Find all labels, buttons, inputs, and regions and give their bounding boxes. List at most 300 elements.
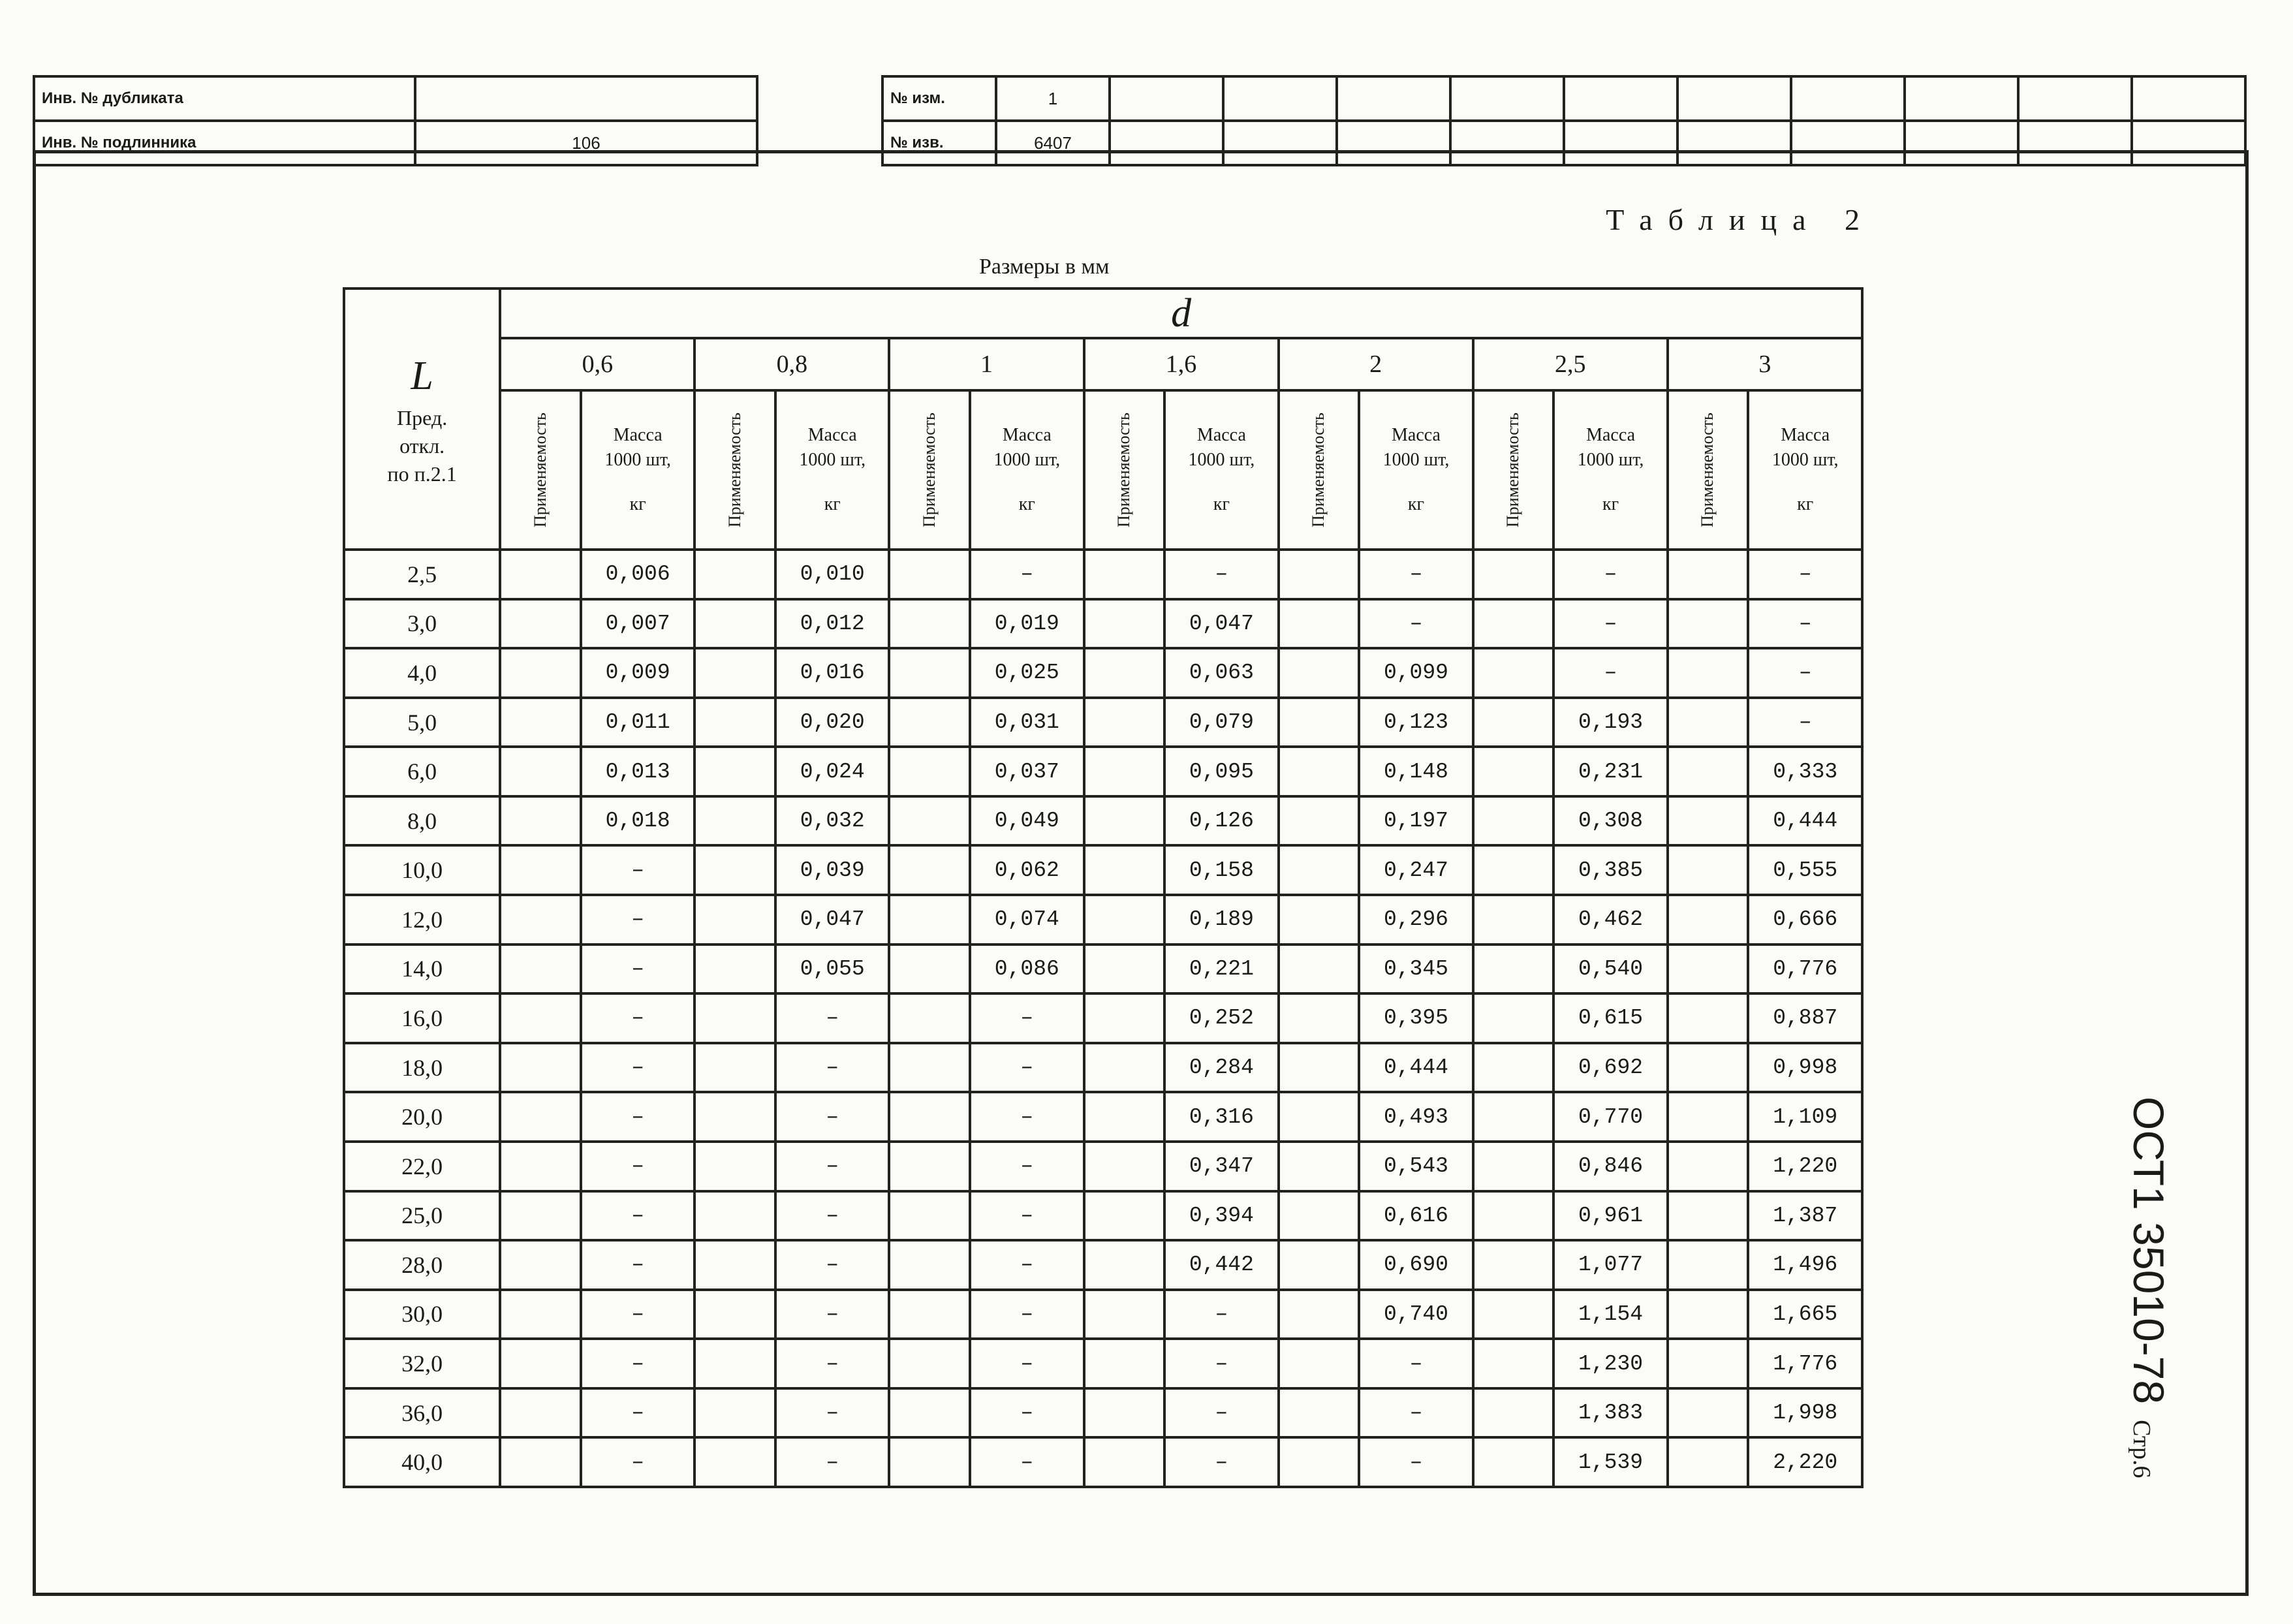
applicability-cell xyxy=(889,1437,970,1487)
applicability-cell xyxy=(1279,747,1360,796)
mass-cell: 0,690 xyxy=(1359,1240,1473,1290)
mass-cell: – xyxy=(1553,648,1667,698)
mass-cell: – xyxy=(581,1092,694,1142)
mass-cell: 0,031 xyxy=(970,698,1084,747)
change-number-label: № изм. xyxy=(882,76,996,121)
mass-cell: 1,230 xyxy=(1553,1339,1667,1388)
mass-cell: – xyxy=(581,1142,694,1191)
mass-cell: 0,037 xyxy=(970,747,1084,796)
table-row xyxy=(344,1437,1862,1487)
applicability-cell xyxy=(500,698,581,747)
length-cell: 6,0 xyxy=(344,747,500,796)
applicability-label: Применяемость xyxy=(1114,413,1134,527)
mass-cell: – xyxy=(1359,550,1473,599)
applicability-cell xyxy=(1473,648,1554,698)
mass-cell: – xyxy=(775,1388,889,1438)
applicability-cell xyxy=(1279,550,1360,599)
mass-cell: 0,961 xyxy=(1553,1191,1667,1241)
applicability-cell xyxy=(694,599,775,649)
length-cell: 36,0 xyxy=(344,1388,500,1438)
mass-cell: – xyxy=(970,1092,1084,1142)
applicability-cell xyxy=(1084,895,1165,945)
applicability-cell xyxy=(1668,1437,1749,1487)
mass-cell: 0,740 xyxy=(1359,1290,1473,1339)
mass-cell: – xyxy=(1748,648,1862,698)
applicability-cell xyxy=(1668,747,1749,796)
mass-cell: 0,006 xyxy=(581,550,694,599)
mass-cell: 0,308 xyxy=(1553,796,1667,846)
mass-cell: 0,345 xyxy=(1359,945,1473,994)
notice-number-value: 6407 xyxy=(996,121,1110,165)
mass-cell: 0,189 xyxy=(1164,895,1278,945)
applicability-cell xyxy=(889,698,970,747)
mass-header xyxy=(775,390,889,550)
length-cell: 18,0 xyxy=(344,1043,500,1093)
mass-cell: – xyxy=(775,993,889,1043)
applicability-cell xyxy=(1279,945,1360,994)
applicability-cell xyxy=(1473,1437,1554,1487)
table-row xyxy=(344,1388,1862,1438)
applicability-cell xyxy=(500,1092,581,1142)
applicability-cell xyxy=(1668,1043,1749,1093)
applicability-cell xyxy=(1279,993,1360,1043)
applicability-cell xyxy=(1668,1142,1749,1191)
mass-cell: 0,055 xyxy=(775,945,889,994)
original-inventory-value: 106 xyxy=(415,121,757,165)
applicability-cell xyxy=(694,993,775,1043)
applicability-cell xyxy=(1279,1240,1360,1290)
mass-cell: 0,887 xyxy=(1748,993,1862,1043)
applicability-cell xyxy=(694,1388,775,1438)
applicability-cell xyxy=(694,1339,775,1388)
mass-cell: 0,039 xyxy=(775,845,889,895)
applicability-cell xyxy=(1084,1142,1165,1191)
applicability-cell xyxy=(500,648,581,698)
applicability-cell xyxy=(1473,1191,1554,1241)
mass-cell: 0,616 xyxy=(1359,1191,1473,1241)
length-cell: 2,5 xyxy=(344,550,500,599)
applicability-cell xyxy=(1279,1339,1360,1388)
applicability-cell xyxy=(1084,1092,1165,1142)
mass-cell: – xyxy=(581,1240,694,1290)
applicability-cell xyxy=(1084,945,1165,994)
mass-header-line: кг xyxy=(1797,493,1814,514)
mass-cell: 1,077 xyxy=(1553,1240,1667,1290)
applicability-cell xyxy=(889,796,970,846)
mass-cell: 0,493 xyxy=(1359,1092,1473,1142)
applicability-cell xyxy=(1084,1339,1165,1388)
applicability-cell xyxy=(500,550,581,599)
mass-cell: – xyxy=(1748,698,1862,747)
mass-header-line: кг xyxy=(629,493,646,514)
mass-cell: – xyxy=(775,1043,889,1093)
mass-cell: 0,252 xyxy=(1164,993,1278,1043)
applicability-cell xyxy=(1473,1240,1554,1290)
applicability-cell xyxy=(694,1240,775,1290)
applicability-cell xyxy=(500,1043,581,1093)
mass-cell: 0,062 xyxy=(970,845,1084,895)
mass-cell: 0,025 xyxy=(970,648,1084,698)
stamp-cell xyxy=(1223,76,1337,121)
applicability-cell xyxy=(500,895,581,945)
applicability-cell xyxy=(1279,1092,1360,1142)
applicability-label: Применяемость xyxy=(725,413,744,527)
applicability-cell xyxy=(694,648,775,698)
mass-header xyxy=(1553,390,1667,550)
length-cell: 20,0 xyxy=(344,1092,500,1142)
mass-cell: 1,539 xyxy=(1553,1437,1667,1487)
mass-cell: – xyxy=(1164,1437,1278,1487)
applicability-cell xyxy=(889,599,970,649)
applicability-cell xyxy=(1668,796,1749,846)
table-row xyxy=(344,845,1862,895)
applicability-cell xyxy=(500,1388,581,1438)
stamp-cell xyxy=(2132,76,2245,121)
mass-cell: 0,079 xyxy=(1164,698,1278,747)
mass-cell: 0,770 xyxy=(1553,1092,1667,1142)
mass-cell: 0,009 xyxy=(581,648,694,698)
mass-cell: 0,395 xyxy=(1359,993,1473,1043)
applicability-cell xyxy=(1668,895,1749,945)
table-row xyxy=(344,796,1862,846)
applicability-cell xyxy=(889,1240,970,1290)
units-caption: Размеры в мм xyxy=(979,255,1110,279)
mass-cell: 0,018 xyxy=(581,796,694,846)
mass-cell: – xyxy=(581,1043,694,1093)
mass-cell: – xyxy=(970,1142,1084,1191)
mass-cell: 0,333 xyxy=(1748,747,1862,796)
applicability-header xyxy=(1279,390,1360,550)
mass-header-line: 1000 шт, xyxy=(799,450,866,471)
notice-number-label: № изв. xyxy=(882,121,996,165)
applicability-cell xyxy=(500,1240,581,1290)
applicability-cell xyxy=(1473,1092,1554,1142)
applicability-cell xyxy=(1473,845,1554,895)
mass-header-line: Масса xyxy=(1586,425,1636,446)
applicability-cell xyxy=(1473,895,1554,945)
mass-cell: – xyxy=(581,1437,694,1487)
mass-cell: – xyxy=(581,1191,694,1241)
applicability-cell xyxy=(889,1191,970,1241)
length-header-line3: по п.2.1 xyxy=(387,462,457,486)
table-row xyxy=(344,945,1862,994)
mass-header-line: Масса xyxy=(1196,425,1246,446)
mass-cell: 0,442 xyxy=(1164,1240,1278,1290)
applicability-cell xyxy=(1084,599,1165,649)
mass-cell: – xyxy=(775,1092,889,1142)
applicability-cell xyxy=(1279,1191,1360,1241)
mass-cell: 0,193 xyxy=(1553,698,1667,747)
mass-cell: 0,148 xyxy=(1359,747,1473,796)
stamp-cell xyxy=(1450,76,1564,121)
mass-header xyxy=(581,390,694,550)
mass-cell: – xyxy=(1359,1339,1473,1388)
table-row xyxy=(344,747,1862,796)
applicability-cell xyxy=(1668,945,1749,994)
diameter-value: 2 xyxy=(1279,338,1473,390)
length-cell: 40,0 xyxy=(344,1437,500,1487)
mass-cell: 0,666 xyxy=(1748,895,1862,945)
diameter-value: 0,6 xyxy=(500,338,694,390)
applicability-cell xyxy=(500,1339,581,1388)
mass-cell: 1,383 xyxy=(1553,1388,1667,1438)
applicability-cell xyxy=(1279,1388,1360,1438)
mass-cell: 0,063 xyxy=(1164,648,1278,698)
applicability-label: Применяемость xyxy=(1503,413,1523,527)
stamp-cell xyxy=(1791,76,1905,121)
applicability-cell xyxy=(1668,648,1749,698)
mass-header-line: 1000 шт, xyxy=(1188,450,1255,471)
mass-cell: 1,109 xyxy=(1748,1092,1862,1142)
applicability-cell xyxy=(1279,1043,1360,1093)
length-cell: 16,0 xyxy=(344,993,500,1043)
mass-header-line: 1000 шт, xyxy=(604,450,672,471)
length-header-line2: откл. xyxy=(399,434,445,458)
mass-cell: – xyxy=(775,1191,889,1241)
mass-cell: 0,007 xyxy=(581,599,694,649)
mass-cell: 0,692 xyxy=(1553,1043,1667,1093)
mass-cell: – xyxy=(581,1339,694,1388)
applicability-cell xyxy=(1668,1290,1749,1339)
mass-cell: 0,158 xyxy=(1164,845,1278,895)
mass-cell: 1,776 xyxy=(1748,1339,1862,1388)
mass-cell: – xyxy=(970,1191,1084,1241)
applicability-cell xyxy=(889,1388,970,1438)
applicability-cell xyxy=(889,993,970,1043)
mass-cell: 0,049 xyxy=(970,796,1084,846)
mass-cell: – xyxy=(970,1043,1084,1093)
applicability-cell xyxy=(500,845,581,895)
applicability-cell xyxy=(1473,993,1554,1043)
mass-header-line: Масса xyxy=(1392,425,1441,446)
applicability-cell xyxy=(1668,1240,1749,1290)
applicability-cell xyxy=(500,1290,581,1339)
table-row xyxy=(344,1339,1862,1388)
mass-cell: 0,846 xyxy=(1553,1142,1667,1191)
mass-cell: – xyxy=(775,1240,889,1290)
length-cell: 8,0 xyxy=(344,796,500,846)
mass-cell: – xyxy=(581,993,694,1043)
mass-cell: – xyxy=(775,1339,889,1388)
mass-cell: 1,220 xyxy=(1748,1142,1862,1191)
mass-header-line: кг xyxy=(1602,493,1619,514)
stamp-cell xyxy=(1337,76,1450,121)
applicability-label: Применяемость xyxy=(530,413,550,527)
applicability-cell xyxy=(889,1043,970,1093)
applicability-cell xyxy=(1473,1339,1554,1388)
applicability-cell xyxy=(694,1142,775,1191)
mass-cell: – xyxy=(1359,599,1473,649)
mass-cell: – xyxy=(581,1388,694,1438)
mass-header-line: кг xyxy=(1213,493,1230,514)
mass-cell: – xyxy=(581,1290,694,1339)
table-row xyxy=(344,895,1862,945)
applicability-cell xyxy=(1084,1388,1165,1438)
table-row xyxy=(344,648,1862,698)
applicability-cell xyxy=(694,1043,775,1093)
applicability-cell xyxy=(1279,1437,1360,1487)
applicability-cell xyxy=(1084,1437,1165,1487)
applicability-cell xyxy=(694,895,775,945)
mass-cell: 0,197 xyxy=(1359,796,1473,846)
mass-cell: 0,047 xyxy=(775,895,889,945)
applicability-cell xyxy=(694,1290,775,1339)
length-cell: 3,0 xyxy=(344,599,500,649)
mass-cell: 0,095 xyxy=(1164,747,1278,796)
applicability-cell xyxy=(1279,796,1360,846)
mass-cell: – xyxy=(1359,1437,1473,1487)
applicability-cell xyxy=(1084,550,1165,599)
applicability-cell xyxy=(1473,796,1554,846)
mass-cell: 0,347 xyxy=(1164,1142,1278,1191)
applicability-cell xyxy=(1668,1092,1749,1142)
applicability-cell xyxy=(1084,648,1165,698)
length-cell: 28,0 xyxy=(344,1240,500,1290)
applicability-cell xyxy=(1279,1290,1360,1339)
table-row xyxy=(344,599,1862,649)
diameter-value: 3 xyxy=(1668,338,1862,390)
mass-cell: – xyxy=(1164,1339,1278,1388)
length-cell: 4,0 xyxy=(344,648,500,698)
applicability-cell xyxy=(694,796,775,846)
standard-code: ОСТ1 35010-78 xyxy=(2125,1097,2173,1405)
applicability-header xyxy=(500,390,581,550)
applicability-cell xyxy=(889,1092,970,1142)
mass-cell: 0,013 xyxy=(581,747,694,796)
length-cell: 22,0 xyxy=(344,1142,500,1191)
table-row xyxy=(344,1290,1862,1339)
diameter-header: d xyxy=(500,289,1862,338)
applicability-cell xyxy=(1668,845,1749,895)
mass-cell: – xyxy=(1553,550,1667,599)
mass-cell: – xyxy=(970,1388,1084,1438)
mass-cell: 1,998 xyxy=(1748,1388,1862,1438)
table-row xyxy=(344,993,1862,1043)
diameter-value: 1,6 xyxy=(1084,338,1279,390)
length-cell: 25,0 xyxy=(344,1191,500,1241)
applicability-cell xyxy=(889,550,970,599)
applicability-cell xyxy=(1279,1142,1360,1191)
applicability-cell xyxy=(1473,1388,1554,1438)
table-title: Таблица 2 xyxy=(1606,203,1875,236)
length-cell: 30,0 xyxy=(344,1290,500,1339)
applicability-cell xyxy=(1084,698,1165,747)
mass-header-line: 1000 шт, xyxy=(993,450,1061,471)
applicability-cell xyxy=(1084,747,1165,796)
mass-cell: – xyxy=(1748,550,1862,599)
table-row xyxy=(344,1142,1862,1191)
applicability-cell xyxy=(1279,648,1360,698)
applicability-cell xyxy=(1473,945,1554,994)
mass-cell: – xyxy=(1164,1290,1278,1339)
mass-cell: 0,316 xyxy=(1164,1092,1278,1142)
mass-header-line: кг xyxy=(1018,493,1035,514)
mass-cell: 0,221 xyxy=(1164,945,1278,994)
applicability-header xyxy=(1668,390,1749,550)
applicability-cell xyxy=(889,1142,970,1191)
page-number: Стр.6 xyxy=(2128,1420,2155,1478)
mass-cell: 0,019 xyxy=(970,599,1084,649)
duplicate-inventory-label: Инв. № дубликата xyxy=(34,76,415,121)
applicability-cell xyxy=(1473,1142,1554,1191)
mass-cell: 0,086 xyxy=(970,945,1084,994)
table-row xyxy=(344,1191,1862,1241)
applicability-cell xyxy=(1473,1043,1554,1093)
mass-cell: 0,099 xyxy=(1359,648,1473,698)
length-cell: 14,0 xyxy=(344,945,500,994)
stamp-cell xyxy=(1677,76,1791,121)
mass-cell: 1,496 xyxy=(1748,1240,1862,1290)
applicability-cell xyxy=(500,1142,581,1191)
duplicate-inventory-value xyxy=(415,76,757,121)
applicability-cell xyxy=(1668,1191,1749,1241)
mass-cell: 0,231 xyxy=(1553,747,1667,796)
mass-cell: – xyxy=(581,895,694,945)
mass-cell: 1,665 xyxy=(1748,1290,1862,1339)
mass-header-line: Масса xyxy=(1002,425,1052,446)
mass-cell: 2,220 xyxy=(1748,1437,1862,1487)
mass-cell: 0,284 xyxy=(1164,1043,1278,1093)
applicability-cell xyxy=(500,945,581,994)
diameter-value: 2,5 xyxy=(1473,338,1668,390)
applicability-cell xyxy=(889,945,970,994)
mass-header xyxy=(1164,390,1278,550)
applicability-cell xyxy=(1084,1043,1165,1093)
mass-cell: 0,555 xyxy=(1748,845,1862,895)
applicability-cell xyxy=(1473,698,1554,747)
mass-cell: – xyxy=(775,1437,889,1487)
stamp-cell xyxy=(2018,76,2132,121)
mass-header-line: Масса xyxy=(807,425,857,446)
mass-header-line: кг xyxy=(1407,493,1425,514)
applicability-cell xyxy=(500,747,581,796)
applicability-cell xyxy=(1084,1240,1165,1290)
stamp-cell xyxy=(1905,76,2018,121)
table-row xyxy=(344,698,1862,747)
mass-cell: 0,011 xyxy=(581,698,694,747)
mass-cell: – xyxy=(1164,550,1278,599)
mass-cell: – xyxy=(581,845,694,895)
mass-header-line: Масса xyxy=(1781,425,1830,446)
table-row xyxy=(344,550,1862,599)
mass-cell: 0,123 xyxy=(1359,698,1473,747)
mass-cell: 0,012 xyxy=(775,599,889,649)
applicability-cell xyxy=(889,1339,970,1388)
applicability-header xyxy=(1473,390,1554,550)
applicability-cell xyxy=(694,698,775,747)
applicability-cell xyxy=(694,550,775,599)
stamp-cell xyxy=(1564,76,1677,121)
applicability-cell xyxy=(500,1437,581,1487)
mass-cell: 0,776 xyxy=(1748,945,1862,994)
mass-cell: – xyxy=(970,993,1084,1043)
mass-cell: – xyxy=(1553,599,1667,649)
applicability-cell xyxy=(1084,1290,1165,1339)
mass-header xyxy=(970,390,1084,550)
stamp-cell xyxy=(1110,76,1223,121)
mass-cell: – xyxy=(1748,599,1862,649)
applicability-cell xyxy=(889,845,970,895)
applicability-cell xyxy=(1668,1339,1749,1388)
mass-cell: 0,047 xyxy=(1164,599,1278,649)
applicability-cell xyxy=(1084,845,1165,895)
mass-cell: – xyxy=(775,1290,889,1339)
applicability-cell xyxy=(889,1290,970,1339)
applicability-cell xyxy=(694,1437,775,1487)
applicability-cell xyxy=(1668,993,1749,1043)
mass-cell: 0,615 xyxy=(1553,993,1667,1043)
applicability-cell xyxy=(1668,1388,1749,1438)
